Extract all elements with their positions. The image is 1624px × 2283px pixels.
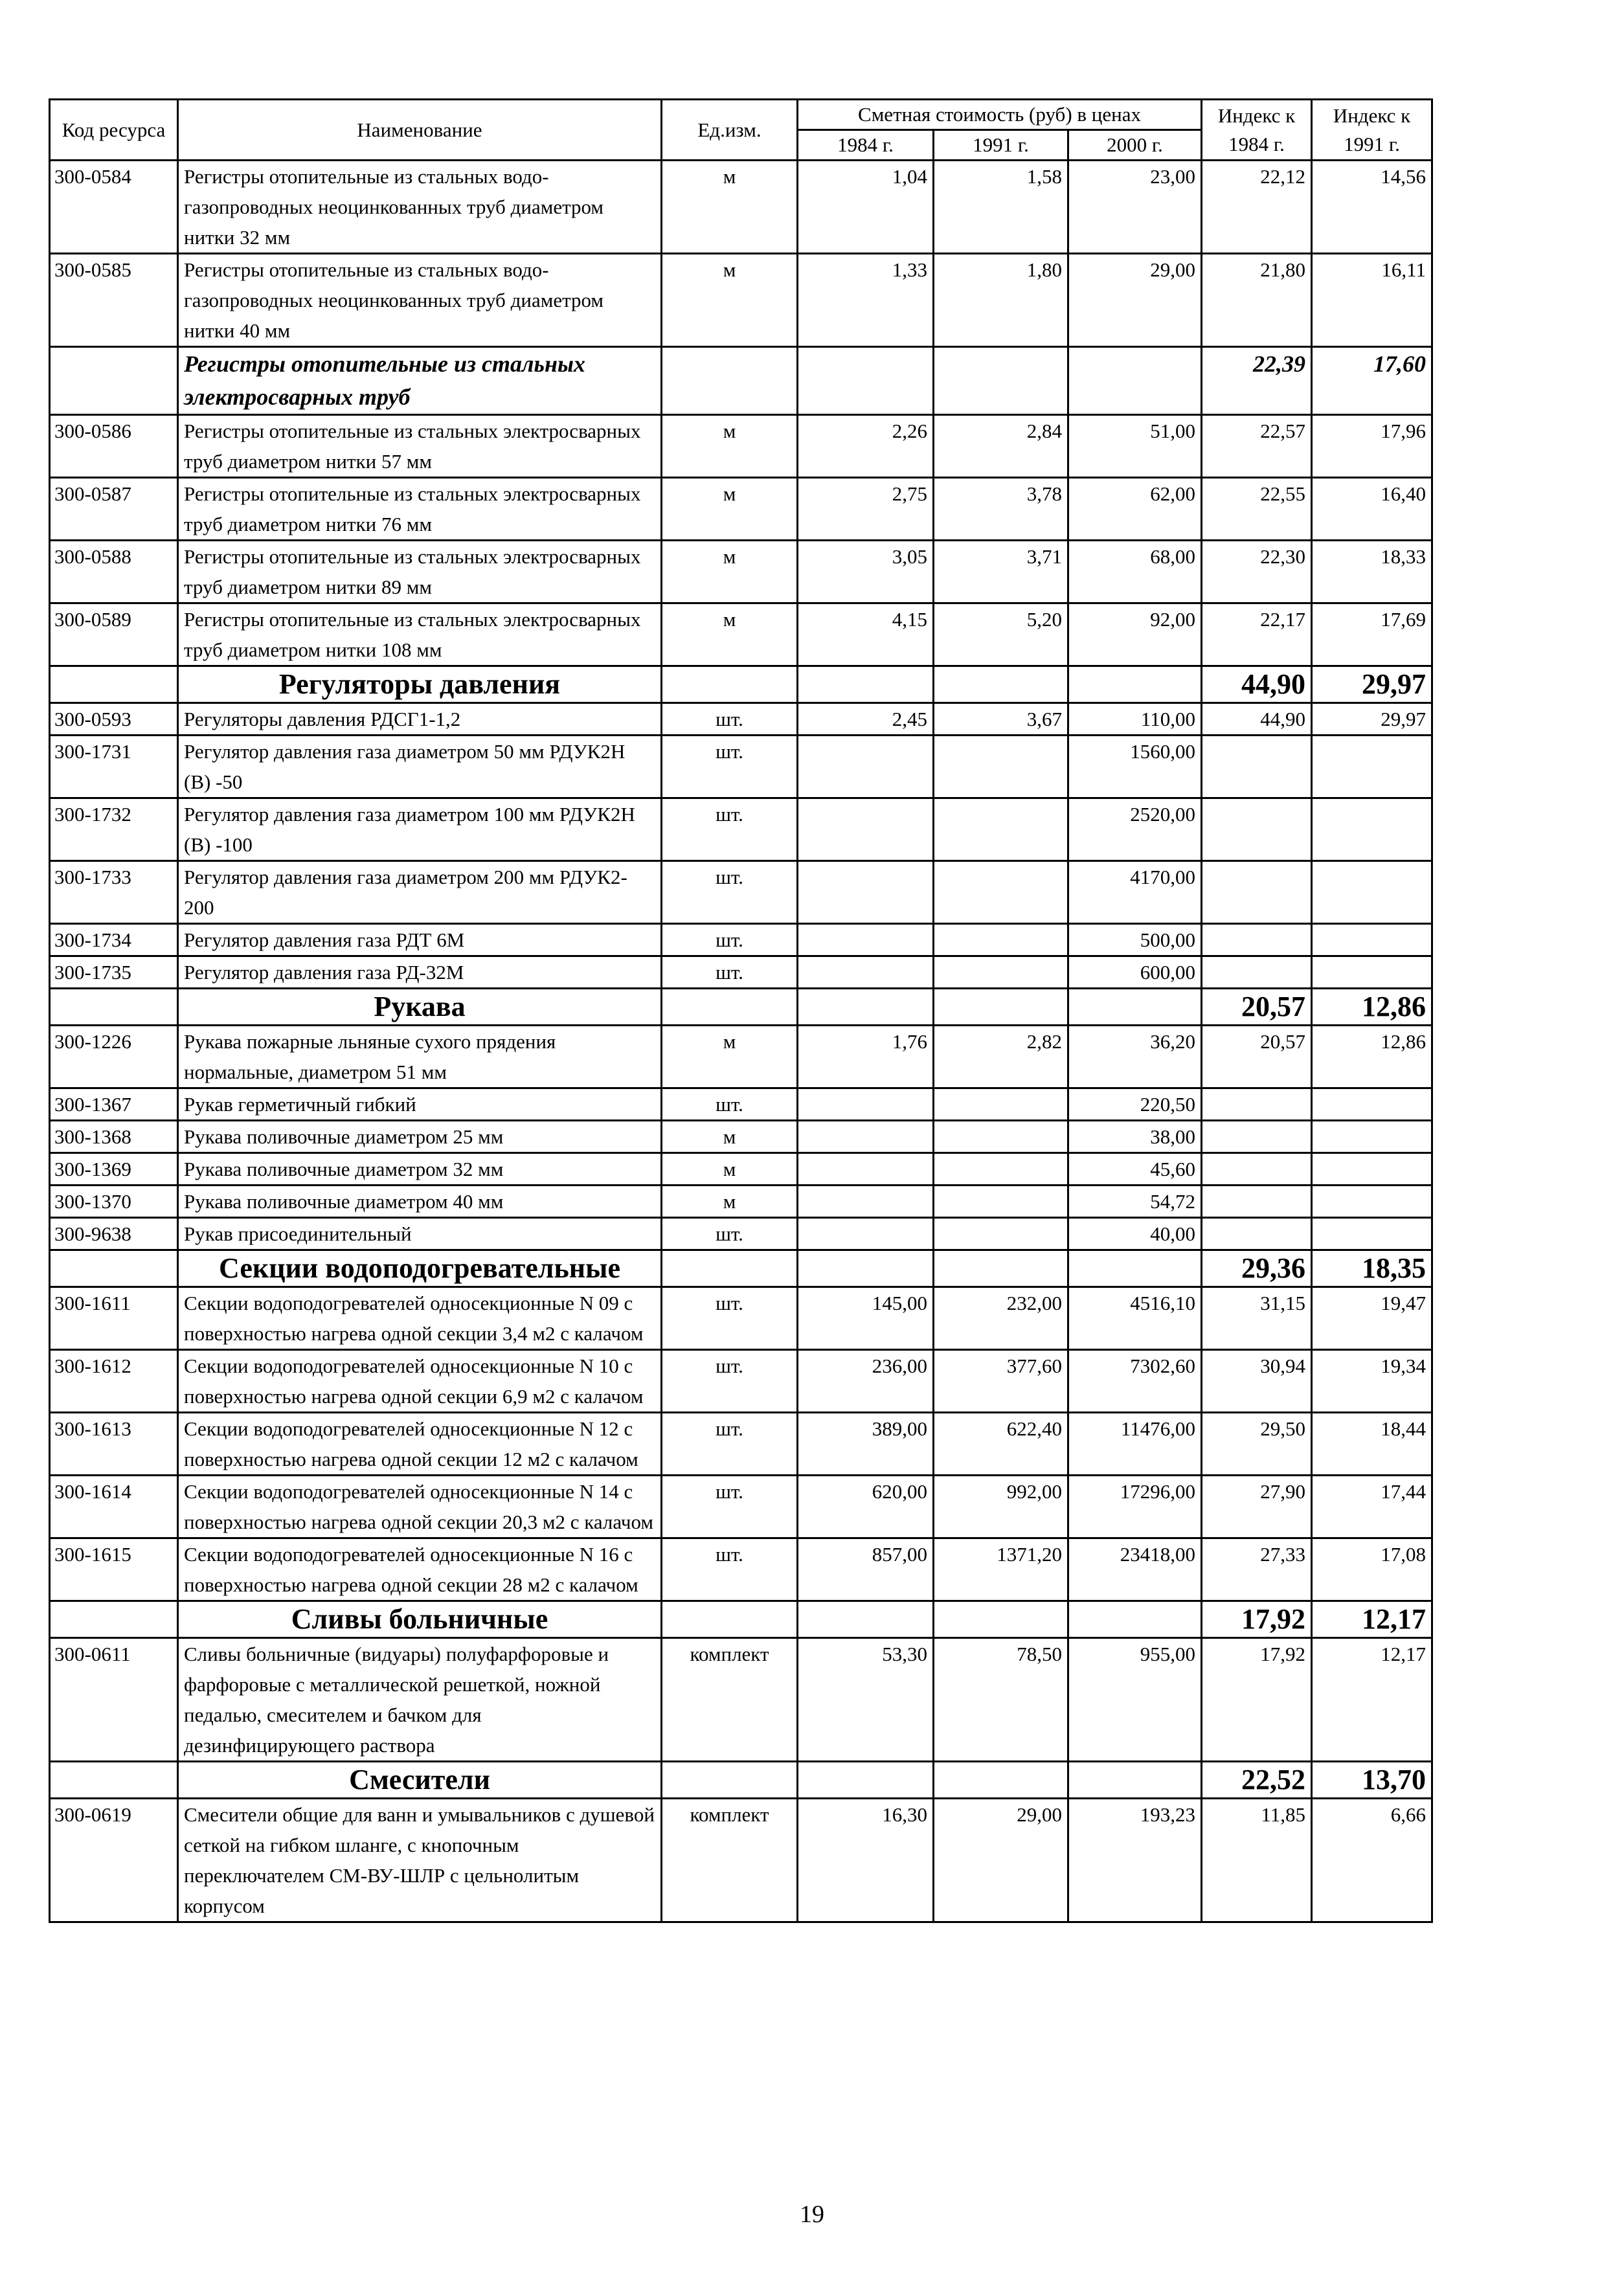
resource-code: 300-1735 (50, 956, 178, 989)
resource-code: 300-0593 (50, 703, 178, 736)
table-row (50, 161, 1432, 254)
unit: шт. (662, 1218, 798, 1250)
table-row (50, 1638, 1432, 1762)
unit: шт. (662, 1413, 798, 1476)
price-1991 (934, 1153, 1068, 1186)
price-1984 (798, 1121, 934, 1153)
table-row (50, 1476, 1432, 1538)
item-name: Регистры отопительные из стальных электросварных труб диаметром нитки 57 мм (178, 415, 662, 478)
price-1984 (798, 1601, 934, 1638)
item-name: Регулятор давления газа РД-32М (178, 956, 662, 989)
index-1984 (1202, 1218, 1312, 1250)
item-name: Регулятор давления газа диаметром 50 мм РДУК2Н (В) -50 (178, 736, 662, 798)
resource-code: 300-1733 (50, 861, 178, 924)
unit: шт. (662, 736, 798, 798)
unit: шт. (662, 1088, 798, 1121)
resource-code (50, 1250, 178, 1287)
table-row (50, 603, 1432, 666)
price-2000: 193,23 (1068, 1799, 1202, 1922)
header-year-1984: 1984 г. (798, 130, 934, 161)
table-row (50, 541, 1432, 603)
group-index-1991: 12,86 (1312, 989, 1432, 1026)
unit: м (662, 603, 798, 666)
price-2000: 955,00 (1068, 1638, 1202, 1762)
price-1984: 145,00 (798, 1287, 934, 1350)
price-2000: 45,60 (1068, 1153, 1202, 1186)
group-header-row (50, 1601, 1432, 1638)
price-1991 (934, 736, 1068, 798)
item-name: Секции водоподогревателей односекционные N 10 с поверхностью нагрева одной секции 6,9 м2 с калачом (178, 1350, 662, 1413)
resource-code (50, 989, 178, 1026)
table-row (50, 956, 1432, 989)
price-1991 (934, 989, 1068, 1026)
item-name: Регистры отопительные из стальных электросварных труб диаметром нитки 76 мм (178, 478, 662, 541)
price-1991 (934, 924, 1068, 956)
price-1991: 622,40 (934, 1413, 1068, 1476)
index-1984: 11,85 (1202, 1799, 1312, 1922)
resource-code: 300-0619 (50, 1799, 178, 1922)
item-name: Регистры отопительные из стальных электросварных труб диаметром нитки 108 мм (178, 603, 662, 666)
price-1984: 236,00 (798, 1350, 934, 1413)
price-1984 (798, 1153, 934, 1186)
price-1984 (798, 924, 934, 956)
index-1984 (1202, 924, 1312, 956)
group-header-row (50, 989, 1432, 1026)
table-row (50, 1413, 1432, 1476)
table-row (50, 1350, 1432, 1413)
item-name: Регулятор давления газа диаметром 100 мм РДУК2Н (В) -100 (178, 798, 662, 861)
item-name: Регулятор давления газа РДТ 6М (178, 924, 662, 956)
table-row (50, 1121, 1432, 1153)
index-1991: 17,69 (1312, 603, 1432, 666)
price-1991: 992,00 (934, 1476, 1068, 1538)
index-1984: 21,80 (1202, 254, 1312, 347)
price-1991: 2,84 (934, 415, 1068, 478)
index-1984 (1202, 798, 1312, 861)
resource-code: 300-1367 (50, 1088, 178, 1121)
item-name: Смесители общие для ванн и умывальников с душевой сеткой на гибком шланге, с кнопочным переключателем СМ-ВУ-ШЛР с цельнолитым корпусом (178, 1799, 662, 1922)
unit: шт. (662, 1350, 798, 1413)
header-code: Код ресурса (50, 100, 178, 161)
index-1991: 17,44 (1312, 1476, 1432, 1538)
resource-code: 300-1370 (50, 1186, 178, 1218)
resource-code: 300-1611 (50, 1287, 178, 1350)
table-row (50, 1088, 1432, 1121)
index-1991 (1312, 1186, 1432, 1218)
price-1984 (798, 1186, 934, 1218)
unit (662, 347, 798, 415)
index-1991: 17,08 (1312, 1538, 1432, 1601)
resource-code: 300-0611 (50, 1638, 178, 1762)
group-name: Смесители (178, 1762, 662, 1799)
price-1984: 16,30 (798, 1799, 934, 1922)
group-name: Регуляторы давления (178, 666, 662, 703)
unit: комплект (662, 1638, 798, 1762)
item-name: Секции водоподогревателей односекционные N 16 с поверхностью нагрева одной секции 28 м2 с калачом (178, 1538, 662, 1601)
item-name: Регистры отопительные из стальных водо-газопроводных неоцинкованных труб диаметром нитки 32 мм (178, 161, 662, 254)
index-1984: 27,33 (1202, 1538, 1312, 1601)
group-name: Сливы больничные (178, 1601, 662, 1638)
price-1991: 3,71 (934, 541, 1068, 603)
item-name: Секции водоподогревателей односекционные N 12 с поверхностью нагрева одной секции 12 м2 с калачом (178, 1413, 662, 1476)
price-2000: 68,00 (1068, 541, 1202, 603)
resource-code: 300-1731 (50, 736, 178, 798)
index-1984: 22,57 (1202, 415, 1312, 478)
resource-code: 300-1613 (50, 1413, 178, 1476)
price-2000: 500,00 (1068, 924, 1202, 956)
price-1991 (934, 1762, 1068, 1799)
resource-code: 300-0585 (50, 254, 178, 347)
group-header-row (50, 666, 1432, 703)
header-year-1991: 1991 г. (934, 130, 1068, 161)
header-cost-group: Сметная стоимость (руб) в ценах (798, 100, 1202, 130)
group-name: Секции водоподогревательные (178, 1250, 662, 1287)
price-2000: 220,50 (1068, 1088, 1202, 1121)
resource-code: 300-1369 (50, 1153, 178, 1186)
index-1991: 6,66 (1312, 1799, 1432, 1922)
index-1991 (1312, 1153, 1432, 1186)
price-2000: 62,00 (1068, 478, 1202, 541)
item-name: Регулятор давления газа диаметром 200 мм РДУК2-200 (178, 861, 662, 924)
item-name: Рукава пожарные льняные сухого прядения нормальные, диаметром 51 мм (178, 1026, 662, 1088)
header-name: Наименование (178, 100, 662, 161)
group-header-row (50, 1762, 1432, 1799)
price-1991 (934, 347, 1068, 415)
price-2000: 7302,60 (1068, 1350, 1202, 1413)
header-unit: Ед.изм. (662, 100, 798, 161)
index-1991: 18,33 (1312, 541, 1432, 603)
group-index-1984: 17,92 (1202, 1601, 1312, 1638)
table-row (50, 1026, 1432, 1088)
index-1984: 30,94 (1202, 1350, 1312, 1413)
price-2000: 4516,10 (1068, 1287, 1202, 1350)
price-1984: 1,76 (798, 1026, 934, 1088)
price-1991 (934, 1601, 1068, 1638)
table-row (50, 254, 1432, 347)
price-2000: 40,00 (1068, 1218, 1202, 1250)
group-index-1991: 17,60 (1312, 347, 1432, 415)
table-row (50, 703, 1432, 736)
resource-code: 300-0589 (50, 603, 178, 666)
unit: м (662, 1186, 798, 1218)
group-index-1991: 13,70 (1312, 1762, 1432, 1799)
unit: м (662, 415, 798, 478)
unit (662, 1601, 798, 1638)
table-row (50, 924, 1432, 956)
price-1984: 53,30 (798, 1638, 934, 1762)
index-1984: 31,15 (1202, 1287, 1312, 1350)
unit (662, 666, 798, 703)
index-1991 (1312, 861, 1432, 924)
index-1984 (1202, 956, 1312, 989)
price-2000: 51,00 (1068, 415, 1202, 478)
resource-code (50, 1762, 178, 1799)
index-1991 (1312, 736, 1432, 798)
index-1984 (1202, 736, 1312, 798)
resource-code (50, 347, 178, 415)
price-1984: 1,33 (798, 254, 934, 347)
index-1984: 22,55 (1202, 478, 1312, 541)
price-1991: 3,78 (934, 478, 1068, 541)
price-1984: 389,00 (798, 1413, 934, 1476)
price-2000: 11476,00 (1068, 1413, 1202, 1476)
index-1991 (1312, 1218, 1432, 1250)
price-2000: 1560,00 (1068, 736, 1202, 798)
resource-code: 300-1615 (50, 1538, 178, 1601)
table-header (50, 100, 1432, 161)
price-1984: 2,75 (798, 478, 934, 541)
index-1984: 44,90 (1202, 703, 1312, 736)
resource-code: 300-1732 (50, 798, 178, 861)
unit: шт. (662, 798, 798, 861)
item-name: Секции водоподогревателей односекционные N 09 с поверхностью нагрева одной секции 3,4 м2 с калачом (178, 1287, 662, 1350)
index-1991: 18,44 (1312, 1413, 1432, 1476)
price-1991 (934, 1186, 1068, 1218)
price-2000 (1068, 1250, 1202, 1287)
index-1984 (1202, 1088, 1312, 1121)
item-name: Регистры отопительные из стальных электросварных труб диаметром нитки 89 мм (178, 541, 662, 603)
price-2000 (1068, 347, 1202, 415)
unit (662, 1250, 798, 1287)
index-1991: 16,40 (1312, 478, 1432, 541)
item-name: Регистры отопительные из стальных водо-газопроводных неоцинкованных труб диаметром нитки 40 мм (178, 254, 662, 347)
price-2000: 110,00 (1068, 703, 1202, 736)
price-2000: 2520,00 (1068, 798, 1202, 861)
unit: м (662, 478, 798, 541)
price-1984 (798, 989, 934, 1026)
unit: м (662, 161, 798, 254)
price-1984 (798, 1088, 934, 1121)
price-2000: 36,20 (1068, 1026, 1202, 1088)
price-1984: 857,00 (798, 1538, 934, 1601)
index-1991: 29,97 (1312, 703, 1432, 736)
price-2000 (1068, 1601, 1202, 1638)
price-1991 (934, 1121, 1068, 1153)
header-index-1991: Индекс к 1991 г. (1312, 100, 1432, 161)
header-index-1984: Индекс к 1984 г. (1202, 100, 1312, 161)
index-1984: 22,30 (1202, 541, 1312, 603)
group-index-1991: 18,35 (1312, 1250, 1432, 1287)
resource-code (50, 666, 178, 703)
price-table (49, 98, 1433, 1923)
price-1984 (798, 861, 934, 924)
price-1991: 78,50 (934, 1638, 1068, 1762)
table-row (50, 1218, 1432, 1250)
price-1984 (798, 666, 934, 703)
resource-code: 300-1612 (50, 1350, 178, 1413)
item-name: Секции водоподогревателей односекционные N 14 с поверхностью нагрева одной секции 20,3 м2 с калачом (178, 1476, 662, 1538)
price-2000 (1068, 1762, 1202, 1799)
table-row (50, 1153, 1432, 1186)
item-name: Рукав присоединительный (178, 1218, 662, 1250)
price-1991: 3,67 (934, 703, 1068, 736)
unit: шт. (662, 956, 798, 989)
price-2000: 38,00 (1068, 1121, 1202, 1153)
unit: шт. (662, 861, 798, 924)
price-1991: 1371,20 (934, 1538, 1068, 1601)
price-1991 (934, 1088, 1068, 1121)
unit: м (662, 1026, 798, 1088)
index-1984: 29,50 (1202, 1413, 1312, 1476)
price-1984: 2,45 (798, 703, 934, 736)
resource-code: 300-0586 (50, 415, 178, 478)
price-1991 (934, 798, 1068, 861)
index-1991 (1312, 798, 1432, 861)
price-2000: 54,72 (1068, 1186, 1202, 1218)
item-name: Рукава поливочные диаметром 25 мм (178, 1121, 662, 1153)
unit: шт. (662, 1287, 798, 1350)
table-row (50, 861, 1432, 924)
index-1991: 19,47 (1312, 1287, 1432, 1350)
index-1984 (1202, 1186, 1312, 1218)
group-index-1984: 44,90 (1202, 666, 1312, 703)
resource-code: 300-0584 (50, 161, 178, 254)
index-1984 (1202, 1121, 1312, 1153)
price-2000: 23,00 (1068, 161, 1202, 254)
resource-code: 300-0588 (50, 541, 178, 603)
table-row (50, 415, 1432, 478)
table-row (50, 478, 1432, 541)
index-1984: 22,17 (1202, 603, 1312, 666)
table-row (50, 1799, 1432, 1922)
table-body (50, 161, 1432, 1922)
unit: комплект (662, 1799, 798, 1922)
group-index-1991: 29,97 (1312, 666, 1432, 703)
price-1984 (798, 736, 934, 798)
unit: шт. (662, 1538, 798, 1601)
index-1991: 12,86 (1312, 1026, 1432, 1088)
subgroup-header-row (50, 347, 1432, 415)
price-1991: 1,58 (934, 161, 1068, 254)
resource-code: 300-0587 (50, 478, 178, 541)
unit: м (662, 541, 798, 603)
unit: шт. (662, 1476, 798, 1538)
price-1984 (798, 956, 934, 989)
index-1991: 17,96 (1312, 415, 1432, 478)
unit (662, 1762, 798, 1799)
resource-code: 300-1734 (50, 924, 178, 956)
unit: шт. (662, 703, 798, 736)
header-year-2000: 2000 г. (1068, 130, 1202, 161)
item-name: Рукава поливочные диаметром 32 мм (178, 1153, 662, 1186)
price-2000: 4170,00 (1068, 861, 1202, 924)
group-index-1984: 29,36 (1202, 1250, 1312, 1287)
price-1991 (934, 666, 1068, 703)
group-index-1984: 20,57 (1202, 989, 1312, 1026)
resource-code: 300-9638 (50, 1218, 178, 1250)
price-2000: 29,00 (1068, 254, 1202, 347)
table-row (50, 1287, 1432, 1350)
price-1991 (934, 1218, 1068, 1250)
unit: м (662, 254, 798, 347)
item-name: Рукава поливочные диаметром 40 мм (178, 1186, 662, 1218)
index-1984: 22,12 (1202, 161, 1312, 254)
group-index-1984: 22,52 (1202, 1762, 1312, 1799)
index-1991: 12,17 (1312, 1638, 1432, 1762)
price-1991: 1,80 (934, 254, 1068, 347)
item-name: Регуляторы давления РДСГ1-1,2 (178, 703, 662, 736)
price-2000: 92,00 (1068, 603, 1202, 666)
price-2000 (1068, 989, 1202, 1026)
table-row (50, 798, 1432, 861)
item-name: Рукав герметичный гибкий (178, 1088, 662, 1121)
index-1991: 19,34 (1312, 1350, 1432, 1413)
price-1991: 377,60 (934, 1350, 1068, 1413)
page-number: 19 (800, 2201, 824, 2228)
price-1991: 2,82 (934, 1026, 1068, 1088)
price-1984: 4,15 (798, 603, 934, 666)
resource-code: 300-1614 (50, 1476, 178, 1538)
index-1984: 20,57 (1202, 1026, 1312, 1088)
index-1991: 16,11 (1312, 254, 1432, 347)
index-1991 (1312, 1088, 1432, 1121)
price-1991: 5,20 (934, 603, 1068, 666)
index-1984: 27,90 (1202, 1476, 1312, 1538)
index-1984 (1202, 1153, 1312, 1186)
price-1984: 2,26 (798, 415, 934, 478)
price-1984: 620,00 (798, 1476, 934, 1538)
price-2000: 17296,00 (1068, 1476, 1202, 1538)
index-1991: 14,56 (1312, 161, 1432, 254)
unit (662, 989, 798, 1026)
price-1991 (934, 956, 1068, 989)
group-header-row (50, 1250, 1432, 1287)
unit: м (662, 1121, 798, 1153)
price-1984 (798, 1762, 934, 1799)
price-1991 (934, 861, 1068, 924)
resource-code (50, 1601, 178, 1638)
price-1984 (798, 798, 934, 861)
price-2000: 600,00 (1068, 956, 1202, 989)
index-1991 (1312, 924, 1432, 956)
group-name: Регистры отопительные из стальных электросварных труб (178, 347, 662, 415)
price-1984: 1,04 (798, 161, 934, 254)
price-1984 (798, 347, 934, 415)
price-1991: 232,00 (934, 1287, 1068, 1350)
item-name: Сливы больничные (видуары) полуфарфоровые и фарфоровые с металлической решеткой, ножной педалью, смесителем и бачком для дезинфицирующего раствора (178, 1638, 662, 1762)
price-1984 (798, 1218, 934, 1250)
group-name: Рукава (178, 989, 662, 1026)
price-2000: 23418,00 (1068, 1538, 1202, 1601)
index-1991 (1312, 1121, 1432, 1153)
resource-code: 300-1226 (50, 1026, 178, 1088)
unit: м (662, 1153, 798, 1186)
group-index-1984: 22,39 (1202, 347, 1312, 415)
table-row (50, 1186, 1432, 1218)
price-1984 (798, 1250, 934, 1287)
unit: шт. (662, 924, 798, 956)
index-1991 (1312, 956, 1432, 989)
table-row (50, 1538, 1432, 1601)
price-1991 (934, 1250, 1068, 1287)
price-2000 (1068, 666, 1202, 703)
price-1991: 29,00 (934, 1799, 1068, 1922)
index-1984: 17,92 (1202, 1638, 1312, 1762)
index-1984 (1202, 861, 1312, 924)
table-row (50, 736, 1432, 798)
resource-code: 300-1368 (50, 1121, 178, 1153)
price-1984: 3,05 (798, 541, 934, 603)
group-index-1991: 12,17 (1312, 1601, 1432, 1638)
